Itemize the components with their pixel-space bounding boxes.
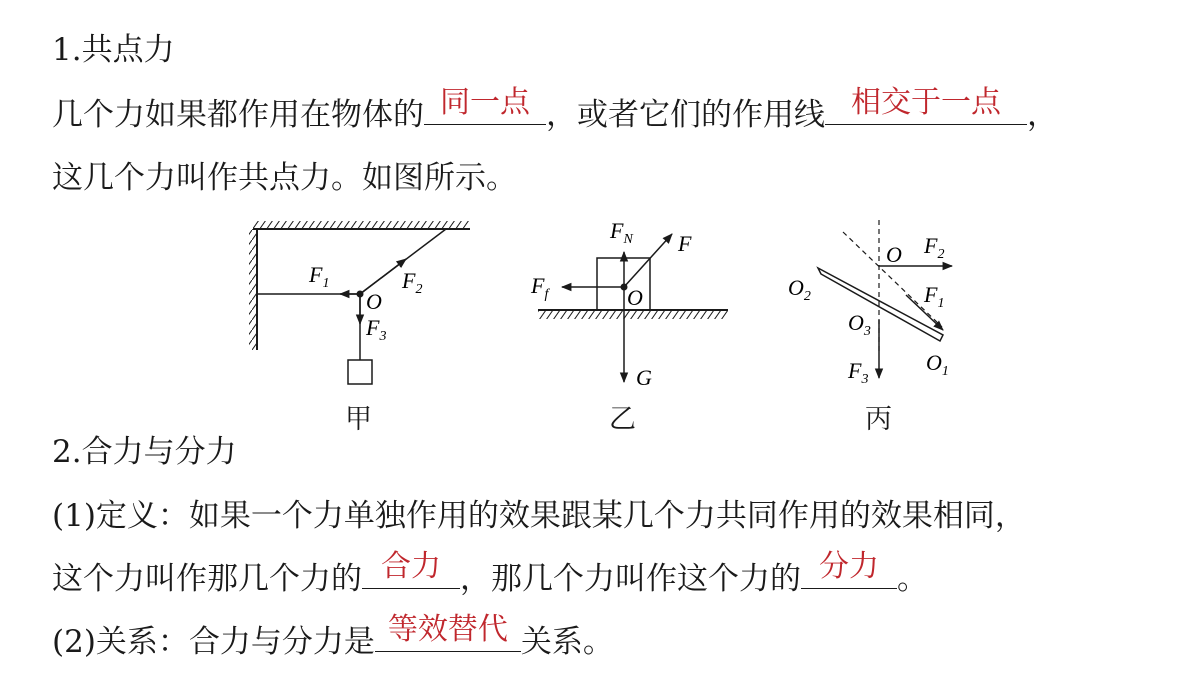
section-1-paragraph-line-2: 这几个力叫作共点力。如图所示。 [52,160,517,196]
figure-bing-caption: 丙 [865,404,892,435]
hanging-block [348,360,372,384]
relation-line: (2)关系：合力与分力是 等效替代 关系。 [52,612,614,660]
section-2-heading: 2.合力与分力 [52,434,237,470]
figure-jia [249,221,470,384]
force-figures [0,210,1200,410]
answer-1: 同一点 [440,85,530,120]
label-o: O [886,242,902,267]
figure-bing [788,220,952,387]
section-1-paragraph-line-1: 几个力如果都作用在物体的 同一点 ，或者它们的作用线 相交于一点 ， [52,85,1058,133]
blank-answer-2 [825,85,1027,125]
figure-yi [530,218,728,390]
answer-5: 等效替代 [387,612,508,647]
label-f3: $F_3$ [848,358,869,387]
ground-hatch [538,310,728,319]
figure-yi-caption: 乙 [609,404,636,435]
label-o: O [366,289,382,314]
blank-answer-3 [362,549,460,589]
figure-jia-caption: 甲 [345,404,372,435]
label-f2: $F_2$ [402,268,423,297]
answer-3: 合力 [381,549,441,584]
label-f3: $F_3$ [366,315,387,344]
definition-line-2: 这个力叫作那几个力的 合力 ，那几个力叫作这个力的 分力 。 [52,549,928,597]
ceiling-hatch [253,221,470,229]
label-o3: $O_3$ [848,310,871,339]
label-ff: $F_f$ [531,273,549,302]
answer-2: 相交于一点 [851,85,1001,120]
definition-line-1: (1)定义：如果一个力单独作用的效果跟某几个力共同作用的效果相同， [52,498,1026,534]
blank-answer-4 [801,549,897,589]
label-f: F [678,231,692,256]
label-f1: $F_1$ [309,262,330,291]
label-fn: $F_N$ [610,218,633,247]
blank-answer-5 [375,612,521,652]
label-o2: $O_2$ [788,275,811,304]
label-f2: $F_2$ [924,233,945,262]
label-g: G [636,365,652,390]
section-1-heading: 1.共点力 [52,32,175,68]
point-o [357,291,364,298]
label-f1: $F_1$ [924,282,945,311]
answer-4: 分力 [819,549,879,584]
label-o: O [627,285,643,310]
blank-answer-1 [424,85,546,125]
wall-hatch [249,229,257,350]
label-o1: $O_1$ [926,350,949,379]
